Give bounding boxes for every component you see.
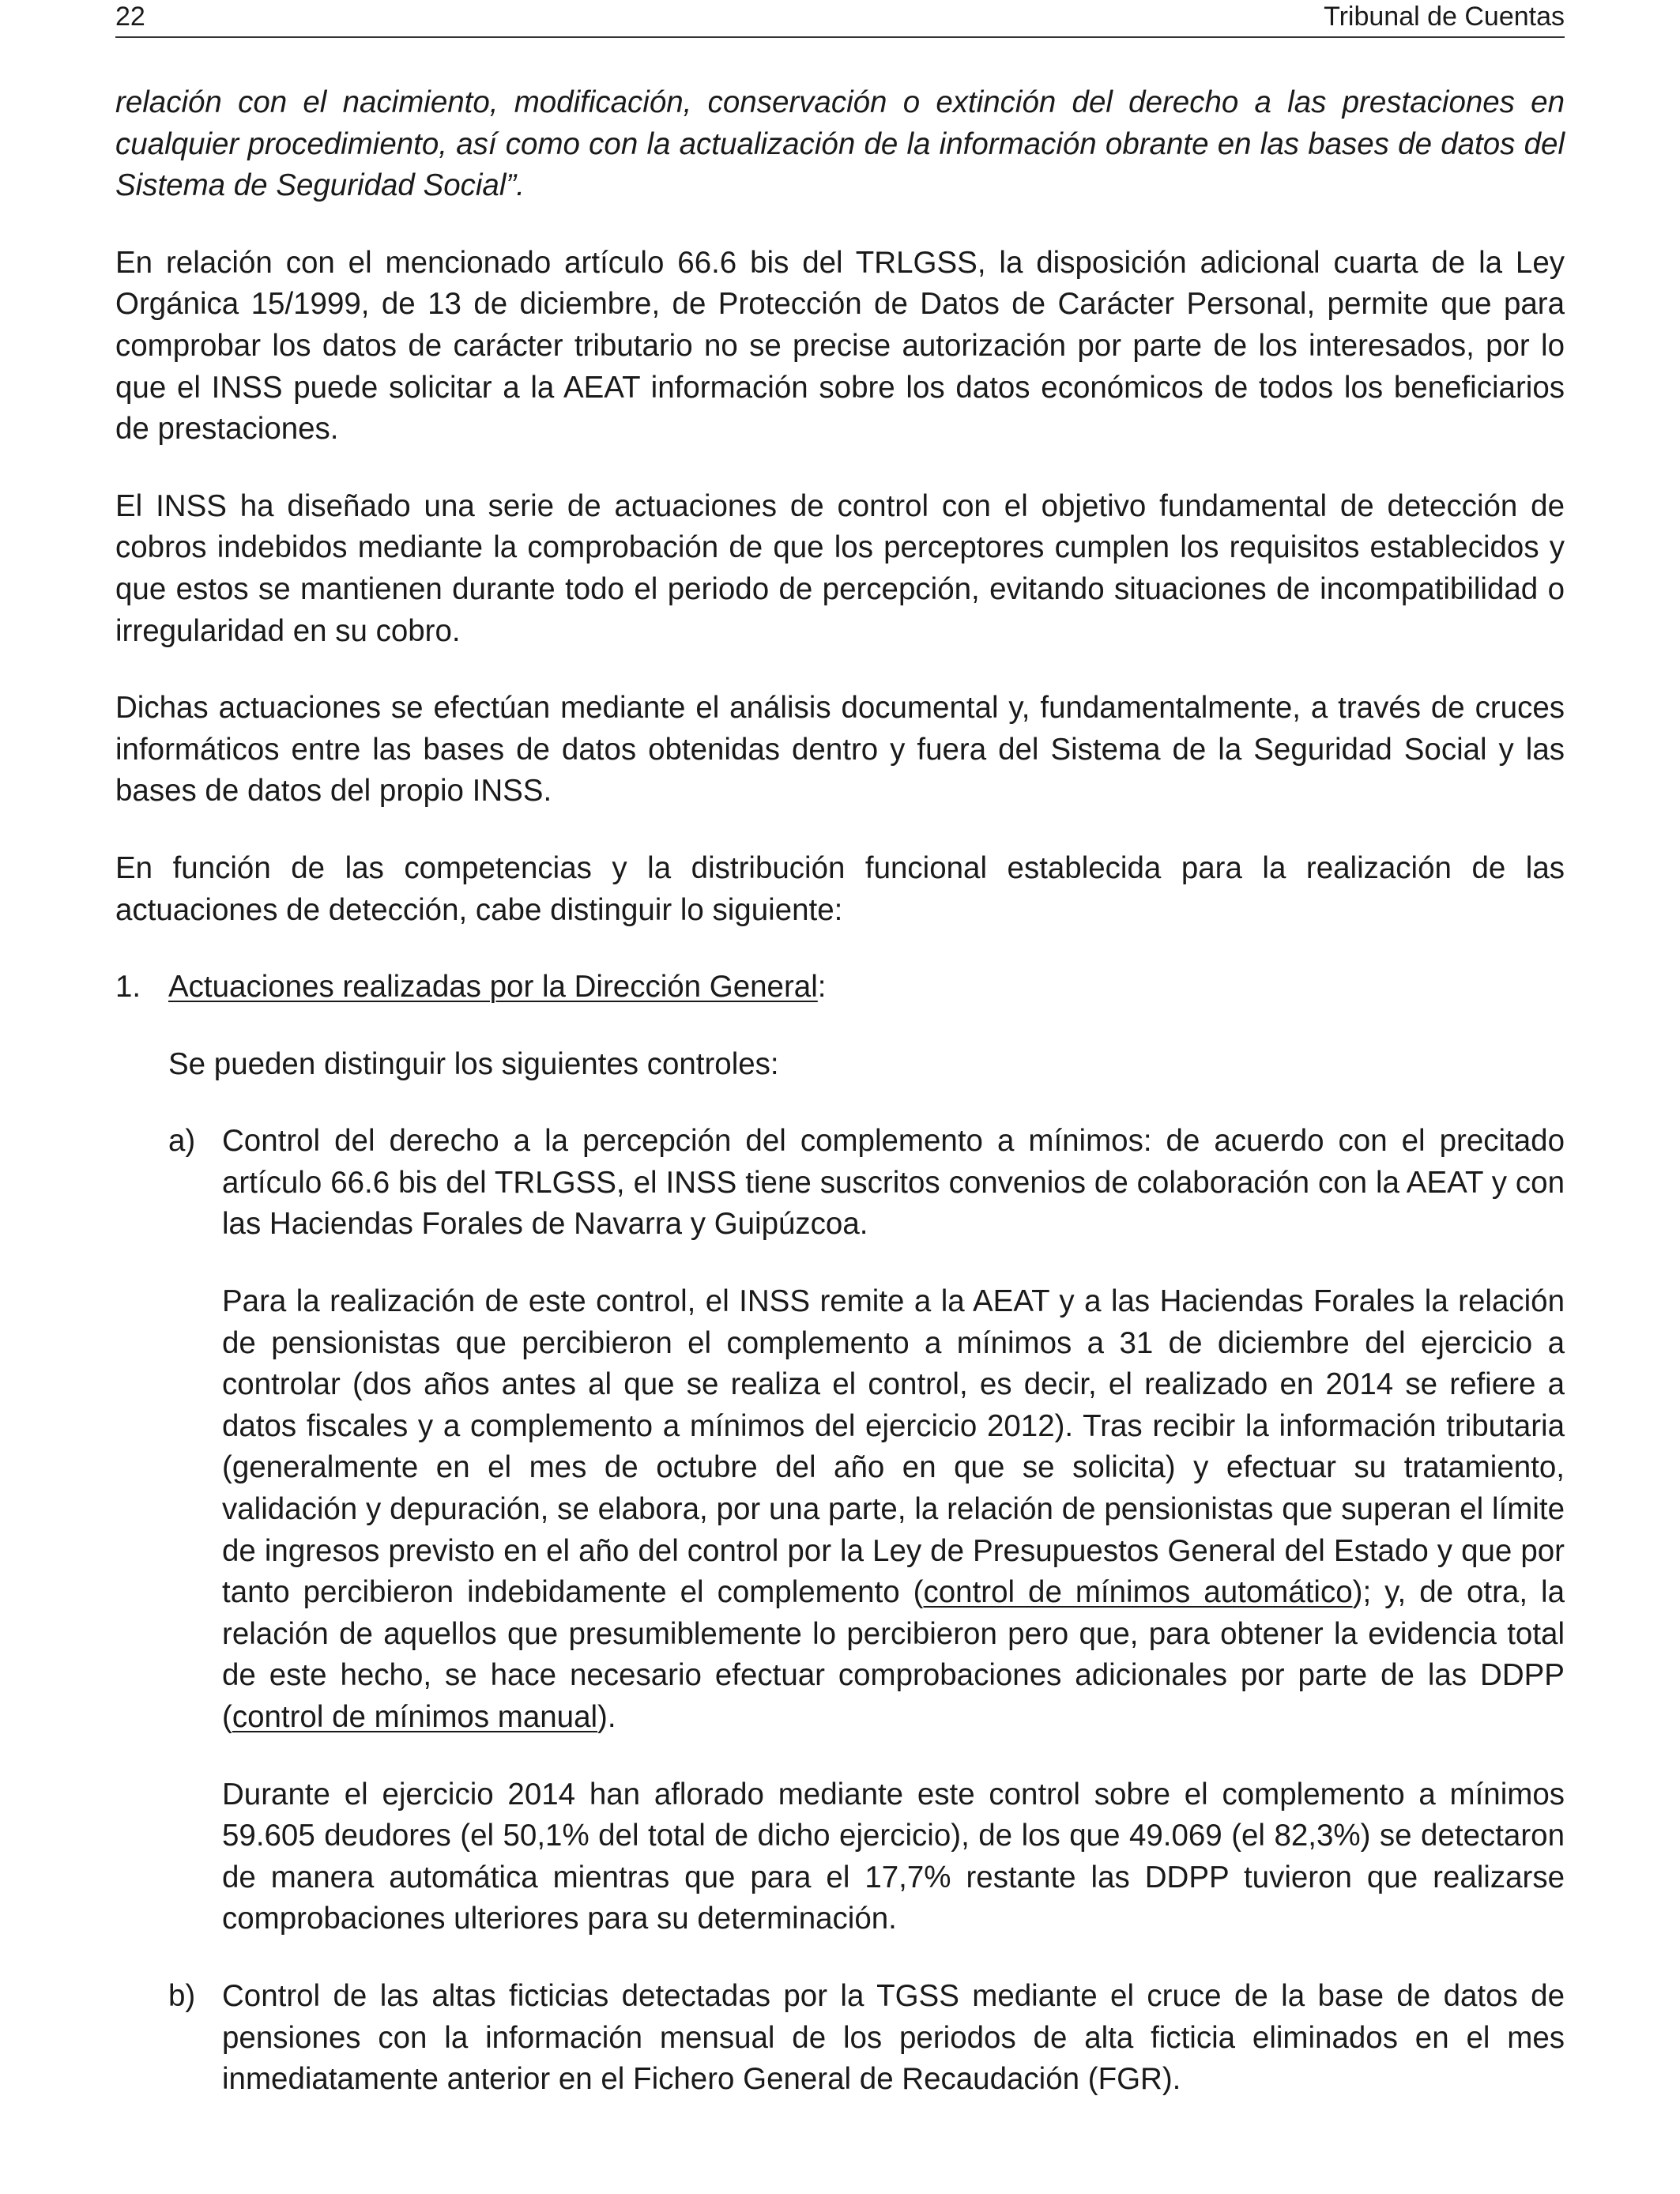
- section-1-colon: :: [817, 970, 827, 1005]
- item-a-para2-start: Para la realización de este control, el INSS remite a la AEAT y a las Haciendas Forales la relación de pensionistas que percibieron el complemento a mínimos a 31 de diciembre del ejercicio a controlar (dos años antes al que se realiza el control, es decir, el realizado en 2014 se refiere a datos fiscales y a complemento a mínimos del ejercicio 2012). Tras recibir la información tributaria (generalmente en el mes de octubre del año en que se solicita) y efectuar su tratamiento, validación y depuración, se elabora, por una parte, la relación de pensionistas que superan el límite de ingresos previsto en el año del control por la Ley de Presupuestos General del Estado y que por tanto percibieron indebidamente el complemento (: [222, 1284, 1565, 1610]
- item-a-para2-mid: ); y, de otra, la relación de aquellos que presumiblemente lo percibieron pero que, para obtener la evidencia total de este hecho, se hace necesario efectuar comprobaciones adicionales por parte de las DDPP (: [222, 1575, 1565, 1734]
- quote-continuation: relación con el nacimiento, modificación, conservación o extinción del derecho a las prestaciones en cualquier procedimiento, así como con la actualización de la información obrante en las bases de datos del Sistema de Seguridad Social”.: [115, 85, 1565, 203]
- list-item-a-text: Control del derecho a la percepción del complemento a mínimos: de acuerdo con el precitado artículo 66.6 bis del TRLGSS, el INSS tiene suscritos convenios de colaboración con la AEAT y con las Haciendas Forales de Navarra y Guipúzcoa.: [222, 1124, 1565, 1242]
- paragraph-competencies: En función de las competencias y la distribución funcional establecida para la realización de las actuaciones de detección, cabe distinguir lo siguiente:: [115, 850, 1565, 927]
- section-1-intro: Se pueden distinguir los siguientes controles:: [168, 1046, 779, 1081]
- control-minimos-automatico: control de mínimos automático: [923, 1575, 1353, 1610]
- list-item-a-marker: a): [168, 1124, 196, 1159]
- section-1-number: 1.: [115, 970, 141, 1005]
- paragraph-control-actions: El INSS ha diseñado una serie de actuaciones de control con el objetivo fundamental de detección de cobros indebidos mediante la comprobación de que los perceptores cumplen los requisitos establecidos y que estos se mantienen durante todo el periodo de percepción, evitando situaciones de incompatibilidad o irregularidad en su cobro.: [115, 488, 1565, 648]
- paragraph-data-protection: En relación con el mencionado artículo 66.6 bis del TRLGSS, la disposición adicional cuarta de la Ley Orgánica 15/1999, de 13 de diciembre, de Protección de Datos de Carácter Personal, permite que para comprobar los datos de carácter tributario no se precise autorización por parte de los interesados, por lo que el INSS puede solicitar a la AEAT información sobre los datos económicos de todos los beneficiarios de prestaciones.: [115, 245, 1565, 447]
- list-item-a: [115, 1121, 1565, 1246]
- list-item-a-paragraph-2: [115, 1281, 1565, 1739]
- list-item-b-marker: b): [168, 1978, 196, 2013]
- page-number: 22: [115, 2, 145, 32]
- running-title: Tribunal de Cuentas: [1324, 2, 1565, 32]
- item-a-para2-end: ).: [597, 1700, 616, 1734]
- control-minimos-manual: control de mínimos manual: [232, 1700, 598, 1734]
- page-header: [115, 0, 1565, 38]
- section-1-heading: [115, 967, 1565, 1008]
- list-item-b: [115, 1976, 1565, 2101]
- paragraph-analysis-methods: Dichas actuaciones se efectúan mediante el análisis documental y, fundamentalmente, a través de cruces informáticos entre las bases de datos obtenidas dentro y fuera del Sistema de la Seguridad Social y las bases de datos del propio INSS.: [115, 691, 1565, 809]
- list-item-a-paragraph-3: Durante el ejercicio 2014 han aflorado mediante este control sobre el complemento a mínimos 59.605 deudores (el 50,1% del total de dicho ejercicio), de los que 49.069 (el 82,3%) se detectaron de manera automática mientras que para el 17,7% restante las DDPP tuvieron que realizarse comprobaciones ulteriores para su determinación.: [222, 1777, 1565, 1936]
- page-body: [115, 82, 1565, 2101]
- section-1-title: Actuaciones realizadas por la Dirección General: [168, 970, 818, 1005]
- list-item-b-text: Control de las altas ficticias detectadas por la TGSS mediante el cruce de la base de datos de pensiones con la información mensual de los periodos de alta ficticia eliminados en el mes inmediatamente anterior en el Fichero General de Recaudación (FGR).: [222, 1978, 1565, 2097]
